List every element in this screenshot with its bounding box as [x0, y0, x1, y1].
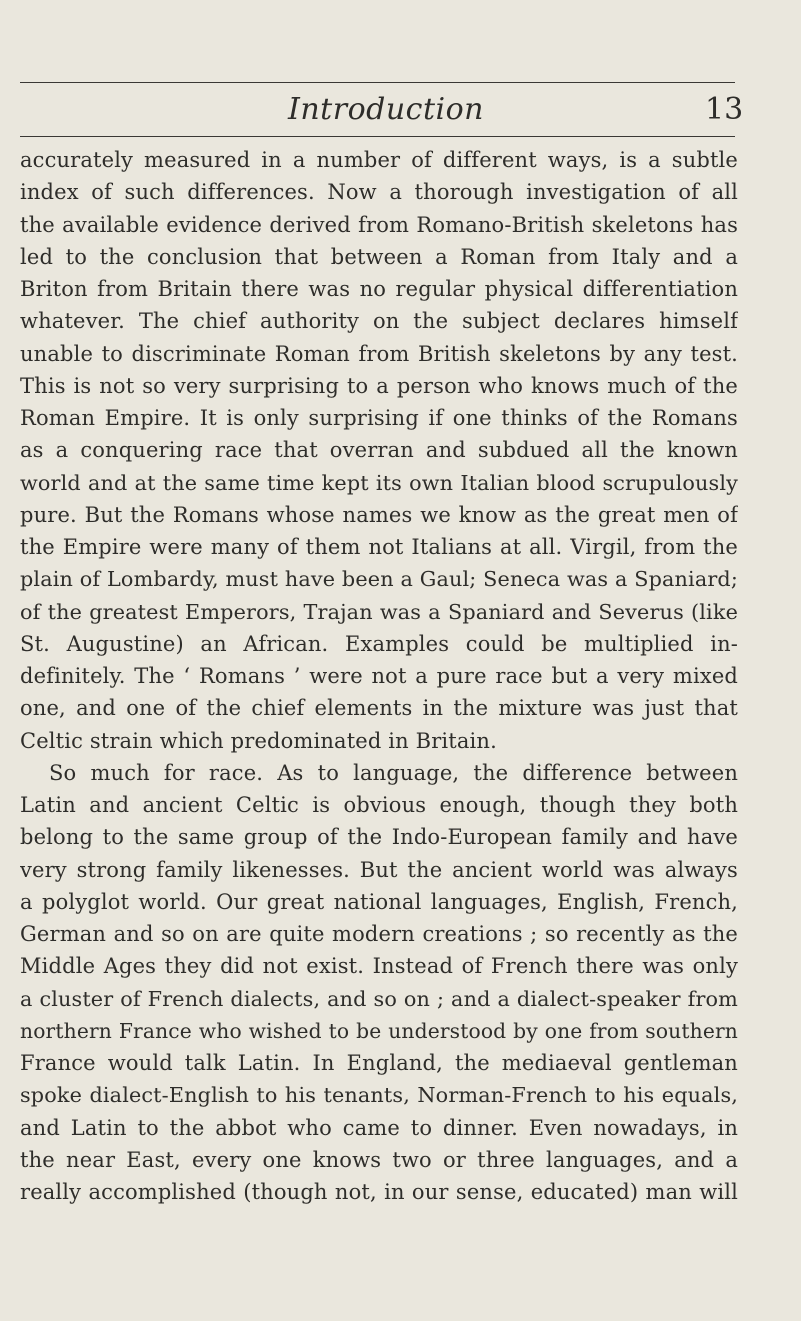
text-line: one, and one of the chief elements in the mixture was just that	[20, 696, 738, 721]
text-line: the Empire were many of them not Italians at all. Virgil, from the	[20, 535, 738, 559]
chapter-title: Introduction	[288, 92, 484, 127]
text-line: led to the conclusion that between a Roman from Italy and a	[20, 244, 738, 269]
text-line: Latin and ancient Celtic is obvious enough, though they both	[20, 793, 738, 817]
text-line: of the greatest Emperors, Trajan was a Spaniard and Severus (like	[20, 599, 738, 624]
text-line: Middle Ages they did not exist. Instead of French there was only	[20, 954, 738, 979]
text-line: as a conquering race that overran and subdued all the known	[20, 438, 738, 463]
text-line: Roman Empire. It is only surprising if one thinks of the Romans	[20, 406, 738, 430]
text-line: northern France who wished to be understood by one from southern	[20, 1018, 738, 1043]
text-line: pure. But the Romans whose names we know as the great men of	[20, 502, 738, 527]
text-line: accurately measured in a number of different ways, is a subtle	[20, 148, 738, 172]
text-line: plain of Lombardy, must have been a Gaul; Seneca was a Spaniard;	[20, 567, 738, 592]
text-line: France would talk Latin. In England, the mediaeval gentleman	[20, 1051, 738, 1075]
text-line: very strong family likenesses. But the ancient world was always	[20, 857, 738, 882]
text-line: This is not so very surprising to a person who knows much of the	[20, 373, 738, 398]
paragraph-end-line: Celtic strain which predominated in Britain.	[20, 728, 497, 753]
paragraph-start-line: So much for race. As to language, the difference between	[49, 760, 738, 785]
text-line: St. Augustine) an African. Examples could be multiplied in-	[20, 631, 738, 656]
text-line: unable to discriminate Roman from British skeletons by any test.	[20, 341, 738, 366]
page-number: 13	[705, 92, 744, 127]
text-line: world and at the same time kept its own Italian blood scrupulously	[20, 470, 738, 495]
text-line: whatever. The chief authority on the subject declares himself	[20, 309, 738, 334]
header-rule-top	[20, 82, 735, 83]
text-line: Briton from Britain there was no regular physical differentiation	[20, 277, 738, 301]
header-rule-bottom	[20, 136, 735, 137]
running-head	[0, 90, 801, 130]
text-line: spoke dialect-English to his tenants, Norman-French to his equals,	[20, 1083, 738, 1108]
text-line: definitely. The ‘ Romans ’ were not a pure race but a very mixed	[20, 664, 738, 688]
text-line: the available evidence derived from Romano-British skeletons has	[20, 212, 738, 237]
body-text	[20, 144, 738, 1208]
text-line: a polyglot world. Our great national languages, English, French,	[20, 889, 738, 914]
text-line: index of such differences. Now a thorough investigation of all	[20, 180, 738, 205]
text-line: really accomplished (though not, in our sense, educated) man will	[20, 1180, 738, 1204]
text-line: and Latin to the abbot who came to dinner. Even nowadays, in	[20, 1115, 738, 1140]
text-line: a cluster of French dialects, and so on ; and a dialect-speaker from	[20, 986, 738, 1011]
text-line: belong to the same group of the Indo-European family and have	[20, 825, 738, 850]
text-line: German and so on are quite modern creations ; so recently as the	[20, 922, 738, 946]
text-line: the near East, every one knows two or three languages, and a	[20, 1147, 738, 1172]
